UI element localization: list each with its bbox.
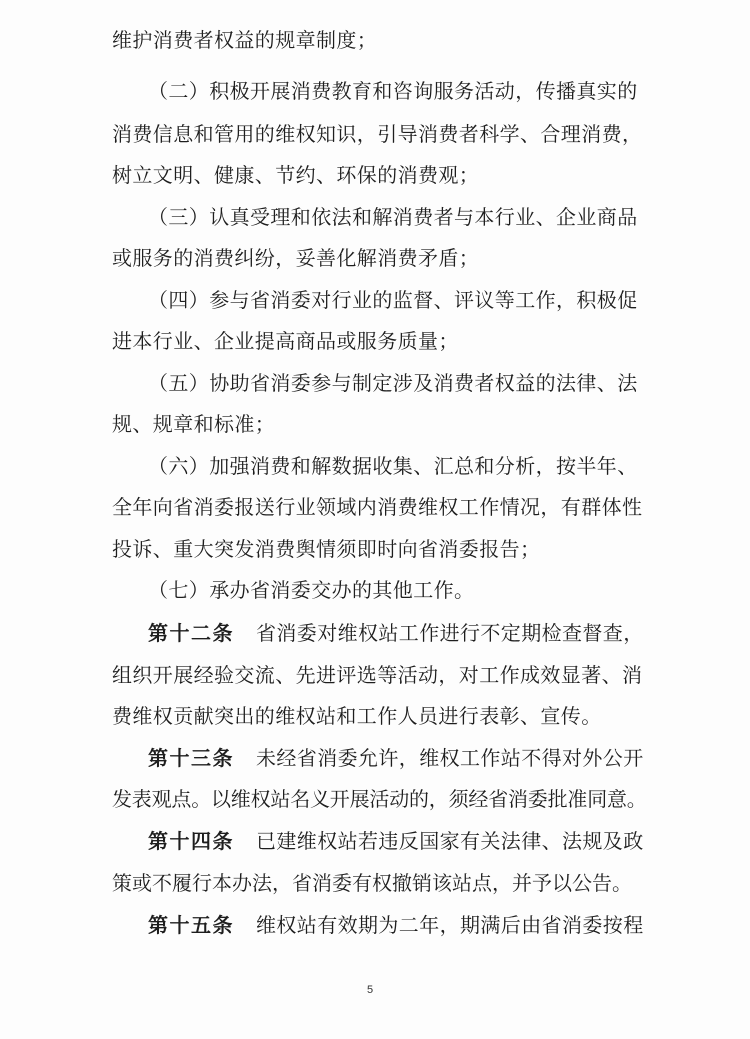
text-line: 策或不履行本办法，省消委有权撤销该站点，并予以公告。 xyxy=(112,871,632,895)
article-text: 已建维权站若违反国家有关法律、法规及政 xyxy=(256,829,644,853)
text-line: （七）承办省消委交办的其他工作。 xyxy=(148,578,475,602)
text-line: （六）加强消费和解数据收集、汇总和分析，按半年、 xyxy=(148,454,638,478)
text-line: （二）积极开展消费教育和咨询服务活动，传播真实的 xyxy=(148,79,638,103)
article-text: 省消委对维权站工作进行不定期检查督查， xyxy=(256,621,644,645)
text-line: 投诉、重大突发消费舆情须即时向省消委报告； xyxy=(112,537,541,561)
article-heading: 第十三条 xyxy=(148,746,234,770)
article-15 xyxy=(148,912,644,938)
article-text: 维权站有效期为二年，期满后由省消委按程 xyxy=(256,913,644,937)
text-line: 费维权贡献突出的维权站和工作人员进行表彰、宣传。 xyxy=(112,704,602,728)
article-14 xyxy=(148,828,644,854)
article-heading: 第十五条 xyxy=(148,913,234,937)
article-12 xyxy=(148,620,644,646)
text-line: 全年向省消委报送行业领域内消费维权工作情况，有群体性 xyxy=(112,495,643,519)
article-heading: 第十二条 xyxy=(148,621,234,645)
text-line: 发表观点。以维权站名义开展活动的，须经省消委批准同意。 xyxy=(112,787,647,811)
article-13 xyxy=(148,745,644,771)
text-line: （三）认真受理和依法和解消费者与本行业、企业商品 xyxy=(148,205,638,229)
text-line: 进本行业、企业提高商品或服务质量； xyxy=(112,329,459,353)
text-line: （五）协助省消委参与制定涉及消费者权益的法律、法 xyxy=(148,371,638,395)
text-line: 规、规章和标准； xyxy=(112,412,276,436)
text-line: 树立文明、健康、节约、环保的消费观； xyxy=(112,163,480,187)
page-number: 5 xyxy=(367,984,374,996)
article-heading: 第十四条 xyxy=(148,829,234,853)
text-line: 消费信息和管用的维权知识，引导消费者科学、合理消费， xyxy=(112,122,643,146)
text-line: 组织开展经验交流、先进评选等活动，对工作成效显著、消 xyxy=(112,663,643,687)
text-line: （四）参与省消委对行业的监督、评议等工作，积极促 xyxy=(148,288,638,312)
article-text: 未经省消委允许，维权工作站不得对外公开 xyxy=(256,746,644,770)
text-line: 或服务的消费纠纷，妥善化解消费矛盾； xyxy=(112,246,480,270)
text-line: 维护消费者权益的规章制度； xyxy=(112,28,378,52)
